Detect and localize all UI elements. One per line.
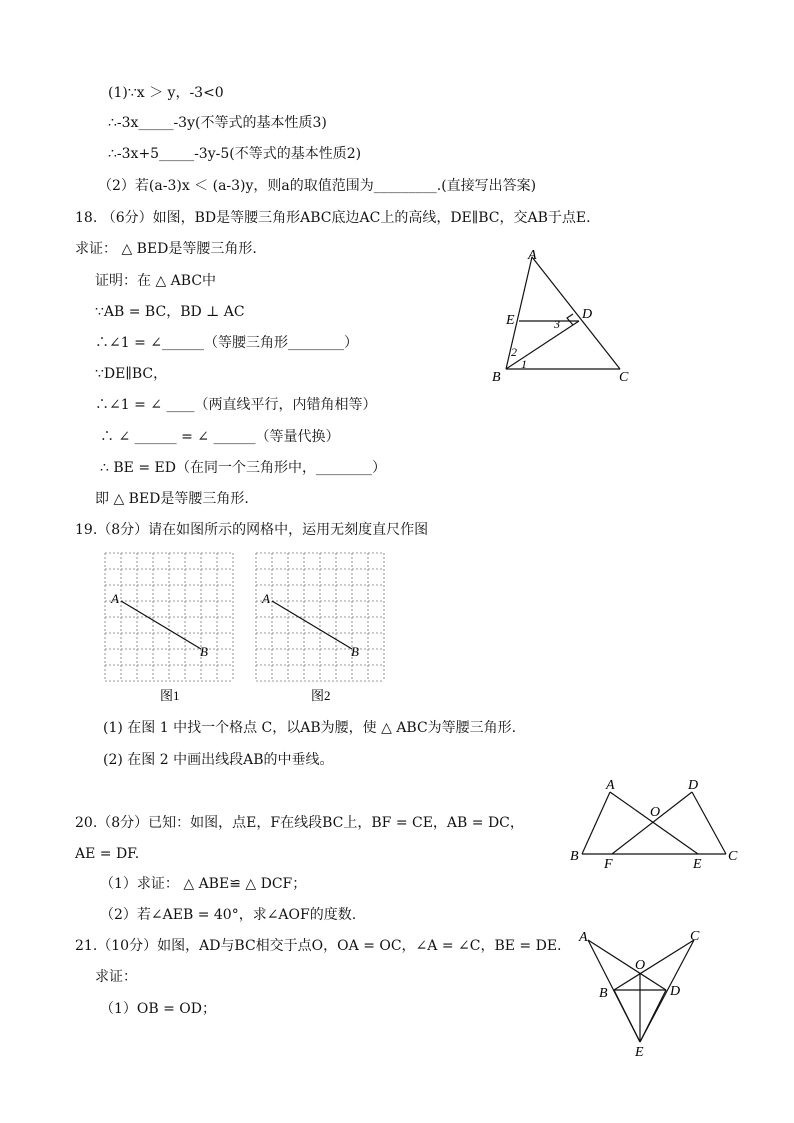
- label-B: B: [200, 644, 208, 659]
- q18-proof-line: ∵DE∥BC，: [95, 366, 168, 382]
- label-A: A: [606, 778, 615, 793]
- q19-heading: 19.（8分）请在如图所示的网格中，运用无刻度直尺作图: [75, 522, 429, 538]
- grid-figure-1: [100, 548, 240, 706]
- label-B: B: [570, 849, 579, 864]
- label-D: D: [670, 984, 681, 999]
- q18-conclusion: 即 △ BED是等腰三角形.: [95, 491, 249, 507]
- q18-proof-line: ∴ BE = ED（在同一个三角形中，________）: [100, 460, 386, 476]
- label-F: F: [604, 857, 613, 872]
- line-17-1-step1: ∴-3x_____-3y(不等式的基本性质3): [108, 115, 327, 131]
- label-C: C: [619, 370, 629, 385]
- q18-proof-line: ∴∠1 = ∠______（等腰三角形________）: [95, 335, 358, 351]
- label-E: E: [635, 1045, 644, 1060]
- q20-part1: （1）求证： △ ABE≌ △ DCF；: [100, 876, 307, 892]
- q18-proof-line: ∴ ∠ ______ = ∠ ______（等量代换）: [100, 429, 340, 445]
- label-E: E: [506, 313, 515, 328]
- q21-part1: （1）OB = OD；: [100, 1001, 217, 1017]
- label-B: B: [599, 986, 608, 1001]
- q18-goal: 求证： △ BED是等腰三角形.: [75, 241, 257, 257]
- angle-2: 2: [511, 345, 517, 359]
- label-D: D: [688, 778, 699, 793]
- label-O: O: [635, 958, 646, 973]
- line-17-1-premise: (1)∵x ＞ y，-3<0: [108, 85, 224, 101]
- label-A: A: [528, 248, 537, 263]
- q20-part2: （2）若∠AEB = 40°，求∠AOF的度数.: [100, 907, 357, 923]
- label-C: C: [728, 849, 738, 864]
- grid-figure-2: [251, 548, 391, 706]
- caption-figure-2: 图2: [311, 688, 331, 703]
- q18-proof-line: ∵AB = BC，BD ⊥ AC: [95, 304, 245, 320]
- label-A: A: [579, 930, 588, 945]
- label-O: O: [650, 805, 661, 820]
- figure-q20: [566, 772, 746, 872]
- label-C: C: [690, 929, 700, 944]
- line-17-1-step2: ∴-3x+5_____-3y-5(不等式的基本性质2): [108, 146, 362, 162]
- q18-proof-line: ∴∠1 = ∠ ____（两直线平行，内错角相等）: [95, 397, 377, 413]
- label-B: B: [492, 370, 501, 385]
- caption-figure-1: 图1: [160, 688, 180, 703]
- q21-prove-label: 求证：: [95, 969, 137, 985]
- figure-q18-triangle: [488, 245, 638, 385]
- q20-heading-cont: AE = DF.: [75, 846, 140, 862]
- label-A: A: [262, 591, 270, 606]
- segment-AB: [272, 601, 352, 649]
- angle-3: 3: [554, 317, 560, 331]
- q20-heading: 20.（8分）已知：如图，点E，F在线段BC上，BF = CE，AB = DC，: [75, 815, 524, 831]
- q21-heading: 21.（10分）如图，AD与BC相交于点O，OA = OC，∠A = ∠C，BE = DE.: [75, 938, 562, 954]
- q19-part1: (1) 在图 1 中找一个格点 C，以AB为腰，使 △ ABC为等腰三角形.: [103, 720, 517, 736]
- label-A: A: [111, 591, 119, 606]
- q19-part2: (2) 在图 2 中画出线段AB的中垂线。: [103, 752, 334, 768]
- q18-proof-start: 证明：在 △ ABC中: [95, 273, 217, 289]
- label-E: E: [693, 857, 702, 872]
- line-17-2: （2）若(a-3)x ＜ (a-3)y，则a的取值范围为_________.(直接写出答案): [98, 178, 537, 194]
- segment-AB: [121, 601, 201, 649]
- q18-heading: 18. （6分）如图，BD是等腰三角形ABC底边AC上的高线，DE∥BC，交AB于点E.: [75, 210, 591, 226]
- label-B: B: [351, 644, 359, 659]
- figure-q21: [574, 924, 710, 1060]
- angle-1: 1: [521, 357, 527, 371]
- label-D: D: [582, 307, 593, 322]
